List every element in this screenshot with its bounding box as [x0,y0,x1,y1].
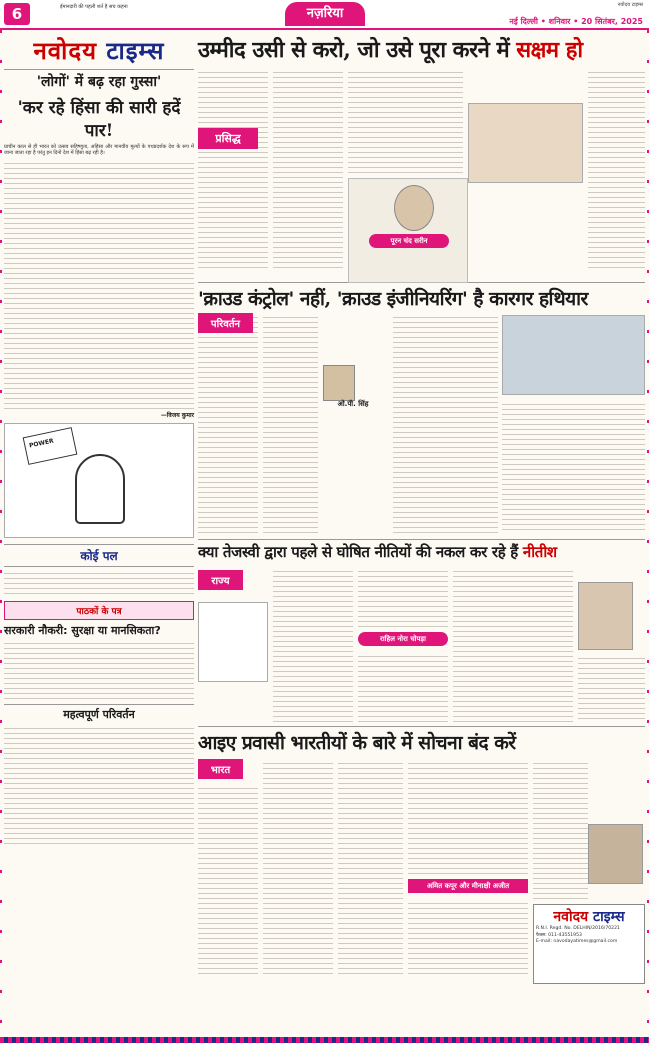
left-margin-marks [0,30,2,1035]
imprint-masthead-a: नवोदय [553,909,589,925]
story3-col-2 [358,567,448,627]
cartoon-sign-text: POWER [28,437,55,450]
editorial-body [4,159,194,409]
story-tejasvi [198,542,645,727]
editorial-intro: प्राचीन काल से ही भारत को उत्सव सहिष्णुता, अहिंसा और मानवीय मूल्यों के पथप्रदर्शक देश के रूप में जाना जाता रहा है परंतु इन दिनों देश में हिंसा बढ़ रही है। [4,144,194,157]
masthead [4,34,194,67]
author-photo-3 [578,582,633,650]
imprint-masthead-b: टाइम्स [593,909,625,925]
author-name-3: राहिल नोरा चोपड़ा [358,632,448,646]
koi-pal-text [4,569,194,597]
headline-tejasvi-a: क्या तेजस्वी द्वारा पहले से घोषित नीतियों की नकल कर रहे हैं [198,543,523,561]
author-name-1: पूरन चंद सरीन [369,234,449,248]
headline-crowd-control: 'क्राउड कंट्रोल' नहीं, 'क्राउड इंजीनियरिंग' है कारगर हथियार [198,288,588,310]
story2-col-1 [198,313,258,533]
story-nri [198,729,645,984]
masthead-part-b: टाइम्स [106,36,165,65]
story4-kicker: भारत [198,759,243,779]
headline-tejasvi [198,542,645,562]
bottom-border [0,1037,649,1043]
editorial-byline: —विजय कुमार [160,412,194,420]
imprint-line-1: R.N.I. Regd. No. DELHIN/2016/70221 [536,926,620,931]
story2-col-4 [502,400,645,533]
story2-col-3 [393,313,498,533]
author-photo-2 [323,365,355,401]
story-crowd-control [198,285,645,540]
letter-body [4,639,194,701]
dateline: नई दिल्ली • शनिवार • 20 सितंबर, 2025 [509,17,643,26]
important-change-heading: महत्वपूर्ण परिवर्तन [4,704,194,722]
cartoon-figure [75,454,125,524]
top-quote: ईमानदारी की पहली शर्त है सच कहना [60,4,128,10]
author-name-4: अमित कपूर और मीनाक्षी अजीत [408,879,528,893]
imprint-masthead [536,907,642,926]
story1-kicker: प्रसिद्ध [198,128,258,149]
brand-small: नवोदय टाइम्स [617,2,643,8]
story-expectation [198,68,645,283]
masthead-part-a: नवोदय [33,36,98,65]
headline-nri: आइए प्रवासी भारतीयों के बारे में सोचना बंद करें [198,732,516,754]
story2-photo [502,315,645,395]
right-column [198,34,645,984]
section-title: नज़रिया [285,2,365,26]
headline-violence: 'कर रहे हिंसा की सारी हदें पार! [17,98,181,141]
important-change-body [4,724,194,844]
story1-col-1 [198,68,268,268]
story2-kicker: परिवर्तन [198,313,253,333]
story1-col-4 [588,68,645,268]
story3-kicker: राज्य [198,570,243,590]
imprint-line-3: E-mail: navodayatimes@gmail.com [536,939,618,944]
story3-col-1 [273,567,353,722]
cartoon [4,423,194,538]
imprint-box [533,904,645,984]
story1-col-2 [273,68,343,268]
story4-col-6 [533,759,588,899]
story3-col-5 [578,654,645,722]
masthead-box [4,34,194,70]
story1-col-3 [348,68,463,173]
story3-col-4 [453,567,573,722]
koi-pal-heading: कोई पल [4,544,194,567]
story4-col-4 [408,759,528,874]
story3-col-3 [358,652,448,722]
imprint-line-2: फैक्स: 011-43551953 [536,932,582,938]
author-card-1 [348,178,468,283]
story1-photo [468,103,583,183]
headline-expectation [198,34,645,64]
story4-col-3 [338,759,403,974]
letters-heading: पाठकों के पत्र [4,601,194,620]
top-strip [0,0,649,30]
author-photo-1 [394,185,434,231]
author-name-2: ओ.पी. सिंह [337,400,369,408]
headline-crowd-anger: 'लोगों' में बढ़ रहा गुस्सा' [36,74,162,90]
headline-expectation-b: सक्षम हो [516,37,583,63]
story4-col-5 [408,899,528,974]
story4-col-2 [263,759,333,974]
story4-col-1 [198,784,258,974]
story3-cartoon [198,602,268,682]
left-column [4,34,194,844]
story4-photo [588,824,643,884]
page-number: 6 [4,3,30,25]
letter-title: सरकारी नौकरी: सुरक्षा या मानसिकता? [4,624,161,638]
headline-expectation-a: उम्मीद उसी से करो, जो उसे पूरा करने में [198,37,517,63]
headline-tejasvi-b: नीतीश [522,543,557,561]
story2-col-2 [263,313,318,533]
